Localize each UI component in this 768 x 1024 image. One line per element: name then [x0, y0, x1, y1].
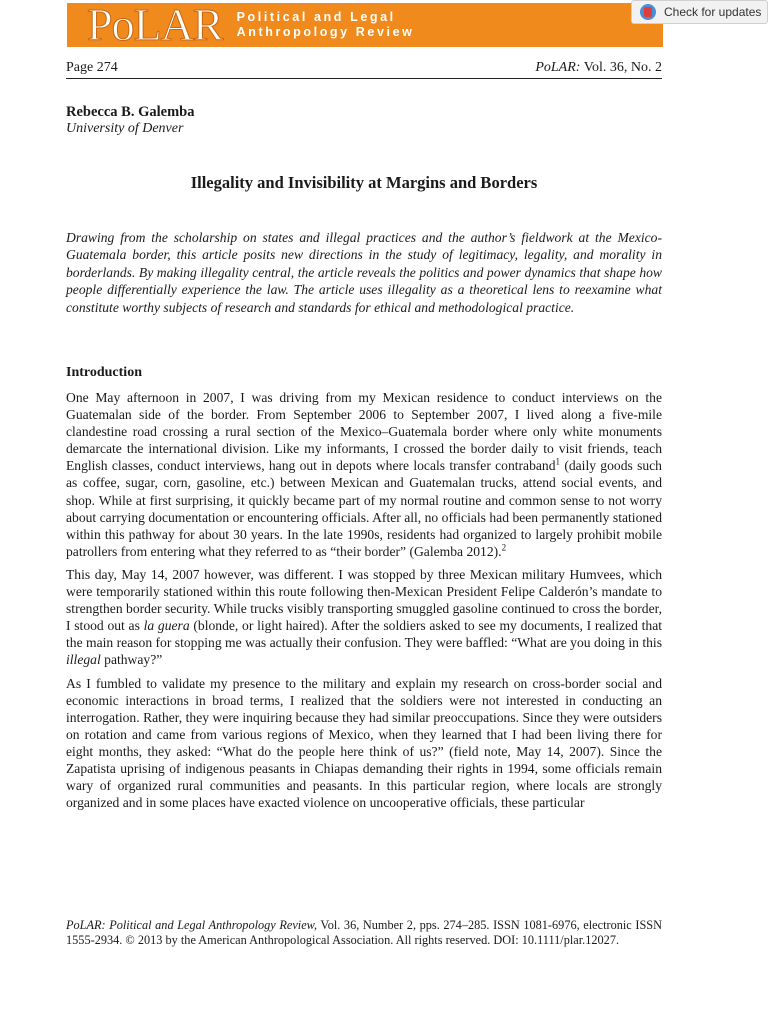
journal-banner [67, 3, 663, 47]
footer-citation [66, 918, 662, 948]
abstract: Drawing from the scholarship on states and illegal practices and the author’s fieldwork at the Mexico-Guatemala border, this article posits new directions in the study of legitimacy, legality, and morality in borderlands. By making illegality central, the article reveals the politics and power dynamics that shape how people differentially experience the law. The article uses illegality as a theoretical lens to reexamine what constitute worthy subjects of research and standards for ethical and methodological practice. [66, 230, 662, 315]
check-for-updates-label: Check for updates [664, 5, 762, 19]
author-name: Rebecca B. Galemba [66, 104, 195, 120]
emphasis: illegal [66, 652, 101, 668]
paragraph [66, 389, 662, 560]
journal-volume [535, 60, 662, 76]
author-affiliation: University of Denver [66, 121, 184, 136]
volume-issue: Vol. 36, No. 2 [583, 60, 662, 75]
paragraph: As I fumbled to validate my presence to the military and explain my research on cross-border social and economic interactions in broad terms, I realized that the soldiers were not interested in conducting an interrogation. Rather, they were inquiring because they had similar preoccupations. Since they were outsiders on rotation and came from various regions of Mexico, when they learned that I had been living there for eight months, they asked: “What do the people here think of us?” (field note, May 14, 2007). Since the Zapatista uprising of indigenous peasants in Chiapas demanding their rights in 1994, some officials remain wary of organized rural communities and peasants. In this particular region, where locals are strongly organized and in some places have exacted violence on uncooperative officials, these particular [66, 675, 662, 811]
text-run: This day, May 14, 2007 however, was different. I was stopped by three Mexican military Humvees, which were temporarily stationed within this route following then-Mexican President Felipe Calderón’s mandate to strengthen border security. While trucks visibly transporting smuggled gasoline continued to cross the border, I stood out as [66, 566, 662, 634]
footer-text: Vol. 36, Number 2, pps. 274–285. ISSN 1081-6976, electronic ISSN 1555-2934. © 2013 by the American Anthropological Association. All rights reserved. DOI: 10.1111/plar.12027. [66, 918, 663, 947]
journal-abbrev: PoLAR: [535, 60, 581, 75]
section-heading: Introduction [66, 365, 142, 380]
text-run: (blonde, or light haired). After the soldiers asked to see my documents, I realized that the main reason for stopping me was actually their confusion. They were baffled: “What are you doing in this [66, 618, 663, 651]
emphasis: la guera [143, 618, 190, 634]
text-run: pathway?” [100, 652, 163, 668]
article-title: Illegality and Invisibility at Margins and Borders [190, 173, 538, 192]
text-run: One May afternoon in 2007, I was driving from my Mexican residence to conduct interviews on the Guatemalan side of the border. From September 2006 to September 2007, I lived along a five-mile clandestine road crossing a rural section of the Mexico–Guatemala border where only white monuments demarcate the international division. Like my informants, I crossed the border daily to visit friends, teach English classes, conduct interviews, hang out in depots where locals transfer contraband [66, 390, 662, 474]
journal-name-line2: Anthropology Review [236, 25, 415, 39]
journal-name-line1: Political and Legal [236, 10, 396, 24]
footnote-ref[interactable]: 1 [555, 456, 561, 467]
footnote-ref[interactable]: 2 [501, 542, 507, 553]
page-number: Page 274 [66, 60, 118, 75]
paragraph [66, 566, 662, 669]
crossmark-icon [640, 4, 656, 20]
check-for-updates-button[interactable] [631, 0, 768, 24]
footer-journal: PoLAR: Political and Legal Anthropology Review, [66, 918, 318, 932]
running-head [66, 60, 662, 79]
journal-full-name [237, 10, 415, 40]
body-text [66, 389, 662, 817]
text-run: (daily goods such as coffee, sugar, corn, gasoline, etc.) between Mexican and Guatemalan trucks, attend social events, and shop. While at first surprising, it quickly became part of my normal routine and common sense to not worry about carrying documentation or encountering officials. After all, no officials had been permanently stationed within this pathway for about 30 years. In the late 1990s, residents had organized to largely prohibit mobile patrollers from entering what they referred to as “their border” (Galemba 2012). [66, 458, 662, 559]
polar-logo: PoLAR [87, 3, 223, 47]
